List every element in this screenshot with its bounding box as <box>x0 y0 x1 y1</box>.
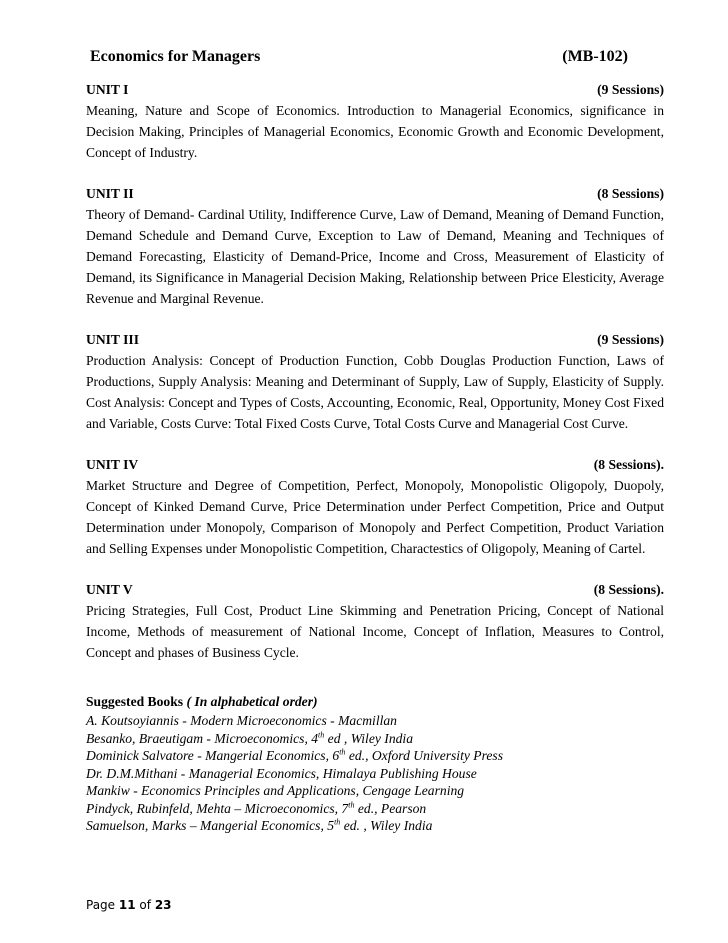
unit-label: UNIT V <box>86 582 133 597</box>
unit-description: Market Structure and Degree of Competition, Perfect, Monopoly, Monopolistic Oligopoly, Duopoly, Concept of Kinked Demand Curve, Price Determination under Perfect Competition, Price and Output Determination under Monopoly, Comparison of Monopoly and Perfect Competition, Product Variation and Selling Expenses under Monopolistic Competition, Charactestics of Oligopoly, Meaning of Cartel. <box>86 478 664 556</box>
book-text-rest: ed., Oxford University Press <box>345 748 503 763</box>
footer-page-word: Page <box>86 898 116 912</box>
book-text: Mankiw - Economics Principles and Applications, Cengage Learning <box>86 783 465 798</box>
unit-description: Meaning, Nature and Scope of Economics. Introduction to Managerial Economics, significance in Decision Making, Principles of Managerial Economics, Economic Growth and Economic Development, Concept of Industry. <box>86 103 664 160</box>
book-text-rest: ed. , Wiley India <box>340 818 433 833</box>
book-text: Dominick Salvatore - Mangerial Economics, 6 <box>86 748 340 763</box>
book-text: A. Koutsoyiannis - Modern Microeconomics - Macmillan <box>86 713 397 728</box>
footer-page-number: 11 <box>118 898 136 912</box>
unit-description: Theory of Demand- Cardinal Utility, Indifference Curve, Law of Demand, Meaning of Demand Function, Demand Schedule and Demand Curve, Exception to Law of Demand, Meaning and Techniques of Demand Forecasting, Elasticity of Demand-Price, Income and Cross, Measurement of Elasticity of Demand, its Significance in Managerial Decision Making, Relationship between Price Elesticity, Average Revenue and Marginal Revenue. <box>86 207 664 306</box>
course-title: Economics for Managers <box>90 48 261 65</box>
book-edition-suffix: th <box>348 799 355 809</box>
book-entry <box>86 712 664 730</box>
book-edition-suffix: th <box>334 817 341 827</box>
footer-page-total: 23 <box>154 898 172 912</box>
suggested-books <box>86 692 664 835</box>
course-header <box>86 48 664 66</box>
books-heading-text: Suggested Books <box>86 694 184 709</box>
unit-1 <box>86 80 664 163</box>
course-code: (MB-102) <box>562 48 628 65</box>
book-entry <box>86 817 664 835</box>
book-text: Pindyck, Rubinfeld, Mehta – Microeconomics, 7 <box>86 800 349 816</box>
unit-label: UNIT IV <box>86 457 139 472</box>
syllabus-page <box>86 48 664 684</box>
unit-5 <box>86 580 664 663</box>
book-text-rest: ed , Wiley India <box>324 730 413 746</box>
book-entry <box>86 800 664 818</box>
book-edition-suffix: th <box>318 729 325 739</box>
unit-label: UNIT III <box>86 332 140 347</box>
unit-4 <box>86 455 664 559</box>
book-text-rest: ed., Pearson <box>354 800 427 816</box>
unit-2 <box>86 184 664 309</box>
book-entry <box>86 782 664 800</box>
unit-3 <box>86 330 664 434</box>
unit-description: Production Analysis: Concept of Production Function, Cobb Douglas Production Function, Laws of Productions, Supply Analysis: Meaning and Determinant of Supply, Law of Supply, Elasticity of Supply. Cost Analysis: Concept and Types of Costs, Accounting, Economic, Real, Opportunity, Money Cost Fixed and Variable, Costs Curve: Total Fixed Costs Curve, Total Costs Curve and Managerial Cost Curve. <box>86 353 664 431</box>
unit-sessions: (8 Sessions). <box>593 582 664 597</box>
unit-label: UNIT II <box>86 186 134 201</box>
unit-description: Pricing Strategies, Full Cost, Product Line Skimming and Penetration Pricing, Concept of National Income, Methods of measurement of National Income, Concept of Inflation, Measures to Control, Concept and phases of Business Cycle. <box>86 603 664 660</box>
book-entry <box>86 765 664 783</box>
unit-sessions: (8 Sessions). <box>593 457 664 472</box>
book-text: Dr. D.M.Mithani - Managerial Economics, Himalaya Publishing House <box>86 765 477 781</box>
unit-sessions: (9 Sessions) <box>597 82 664 97</box>
unit-label: UNIT I <box>86 82 129 97</box>
book-list <box>86 712 664 835</box>
books-heading <box>86 692 664 712</box>
book-text: Besanko, Braeutigam - Microeconomics, 4 <box>86 730 319 746</box>
unit-sessions: (8 Sessions) <box>597 186 664 201</box>
book-entry <box>86 730 664 748</box>
book-text: Samuelson, Marks – Mangerial Economics, 5 <box>86 818 335 833</box>
books-heading-note: ( In alphabetical order) <box>186 694 318 709</box>
book-entry <box>86 747 664 765</box>
page-footer <box>86 898 172 912</box>
unit-sessions: (9 Sessions) <box>597 332 664 347</box>
footer-of-word: of <box>139 898 151 912</box>
book-edition-suffix: th <box>339 747 346 757</box>
